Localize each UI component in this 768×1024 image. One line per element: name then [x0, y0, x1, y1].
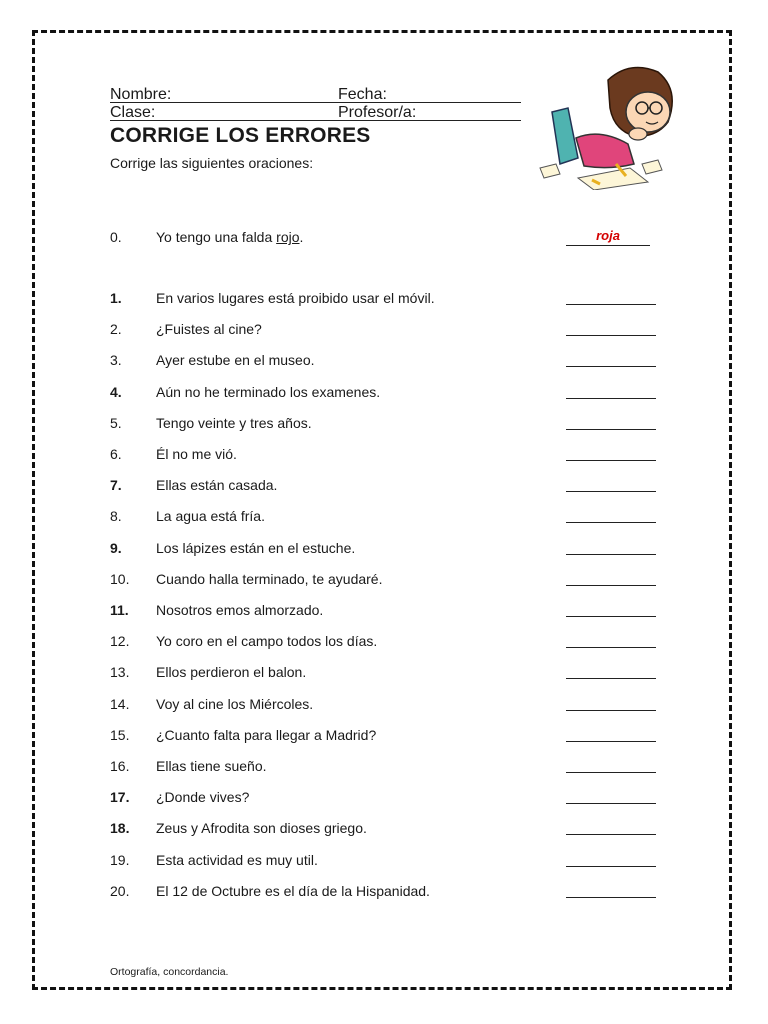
exercise-number: 9.	[110, 539, 122, 556]
page-title: CORRIGE LOS ERRORES	[110, 124, 371, 147]
exercise-sentence: Cuando halla terminado, te ayudaré.	[156, 570, 383, 587]
exercise-row	[110, 725, 660, 745]
example-number: 0.	[110, 229, 122, 245]
exercise-row	[110, 288, 660, 308]
exercise-row	[110, 881, 660, 901]
exercise-number: 12.	[110, 633, 130, 650]
answer-blank[interactable]	[566, 290, 656, 305]
profesor-label: Profesor/a:	[338, 104, 417, 121]
exercise-number: 10.	[110, 570, 130, 587]
exercise-row	[110, 694, 660, 714]
exercise-sentence: Ellos perdieron el balon.	[156, 664, 307, 681]
exercise-sentence: Voy al cine los Miércoles.	[156, 695, 314, 712]
exercise-number: 14.	[110, 695, 130, 712]
exercise-sentence: Zeus y Afrodita son dioses griego.	[156, 820, 367, 837]
exercise-row	[110, 756, 660, 776]
answer-blank[interactable]	[566, 321, 656, 336]
exercise-sentence: ¿Donde vives?	[156, 789, 250, 806]
exercise-sentence: Nosotros emos almorzado.	[156, 602, 324, 618]
answer-blank[interactable]	[566, 384, 656, 399]
exercise-number: 2.	[110, 321, 122, 338]
footer-note: Ortografía, concordancia.	[110, 966, 229, 978]
exercise-row	[110, 787, 660, 807]
fecha-field[interactable]	[338, 88, 521, 103]
exercise-number: 4.	[110, 383, 122, 400]
exercise-sentence: ¿Fuistes al cine?	[156, 321, 262, 338]
exercise-sentence: Ellas están casada.	[156, 477, 278, 494]
answer-blank[interactable]	[566, 883, 656, 898]
exercise-row	[110, 444, 660, 464]
exercise-number: 19.	[110, 851, 130, 868]
exercise-number: 13.	[110, 664, 130, 681]
clase-field[interactable]	[110, 106, 338, 121]
answer-blank[interactable]	[566, 633, 656, 648]
student-writing-cartoon-icon	[530, 60, 690, 190]
exercise-row	[110, 382, 660, 402]
exercise-number: 5.	[110, 414, 122, 431]
exercise-number: 6.	[110, 446, 122, 462]
answer-blank[interactable]	[566, 540, 656, 555]
exercise-row	[110, 818, 660, 838]
exercise-sentence: En varios lugares está proibido usar el móvil.	[156, 290, 435, 306]
answer-blank[interactable]	[566, 789, 656, 804]
exercise-number: 11.	[110, 602, 129, 618]
exercise-number: 15.	[110, 726, 130, 743]
example-text-before: Yo tengo una falda	[156, 229, 277, 245]
exercise-sentence: Ellas tiene sueño.	[156, 758, 267, 774]
exercise-sentence: ¿Cuanto falta para llegar a Madrid?	[156, 726, 377, 743]
exercise-number: 3.	[110, 352, 122, 369]
example-error-word: rojo	[276, 229, 300, 245]
example-sentence	[156, 227, 303, 247]
profesor-field[interactable]	[338, 106, 521, 121]
clase-label: Clase:	[110, 104, 156, 121]
answer-blank[interactable]	[566, 852, 656, 867]
exercise-sentence: Tengo veinte y tres años.	[156, 414, 312, 431]
instructions: Corrige las siguientes oraciones:	[110, 155, 314, 171]
answer-blank[interactable]	[566, 820, 656, 835]
example-row	[110, 227, 660, 247]
exercise-sentence: Los lápizes están en el estuche.	[156, 539, 356, 556]
answer-blank[interactable]	[566, 446, 656, 461]
answer-blank[interactable]	[566, 696, 656, 711]
exercise-row	[110, 319, 660, 339]
answer-blank[interactable]	[566, 727, 656, 742]
exercise-number: 1.	[110, 290, 122, 306]
exercise-number: 20.	[110, 882, 130, 899]
exercise-row	[110, 569, 660, 589]
nombre-label: Nombre:	[110, 86, 172, 103]
exercise-row	[110, 850, 660, 870]
exercise-row	[110, 631, 660, 651]
answer-blank[interactable]	[566, 571, 656, 586]
exercise-number: 17.	[110, 789, 130, 806]
nombre-field[interactable]	[110, 88, 338, 103]
exercise-row	[110, 538, 660, 558]
exercise-number: 8.	[110, 508, 122, 525]
answer-blank[interactable]	[566, 602, 656, 617]
fecha-label: Fecha:	[338, 86, 387, 103]
answer-blank[interactable]	[566, 415, 656, 430]
exercise-sentence: Yo coro en el campo todos los días.	[156, 633, 378, 650]
exercise-number: 18.	[110, 820, 130, 837]
exercise-sentence: Ayer estube en el museo.	[156, 352, 315, 369]
exercise-row	[110, 600, 660, 620]
exercise-row	[110, 506, 660, 526]
exercise-row	[110, 662, 660, 682]
exercise-sentence: El 12 de Octubre es el día de la Hispanidad.	[156, 882, 430, 899]
exercise-sentence: La agua está fría.	[156, 508, 265, 525]
exercise-number: 16.	[110, 758, 130, 774]
exercise-row	[110, 350, 660, 370]
answer-blank[interactable]	[566, 477, 656, 492]
answer-blank[interactable]	[566, 352, 656, 367]
answer-blank[interactable]	[566, 758, 656, 773]
exercise-sentence: Aún no he terminado los examenes.	[156, 383, 381, 400]
exercise-sentence: Él no me vió.	[156, 446, 237, 462]
answer-blank[interactable]	[566, 664, 656, 679]
exercise-number: 7.	[110, 477, 122, 494]
exercise-row	[110, 475, 660, 495]
example-text-after: .	[299, 229, 304, 245]
example-answer: roja	[566, 229, 650, 246]
exercise-row	[110, 413, 660, 433]
answer-blank[interactable]	[566, 508, 656, 523]
exercise-sentence: Esta actividad es muy util.	[156, 851, 318, 868]
